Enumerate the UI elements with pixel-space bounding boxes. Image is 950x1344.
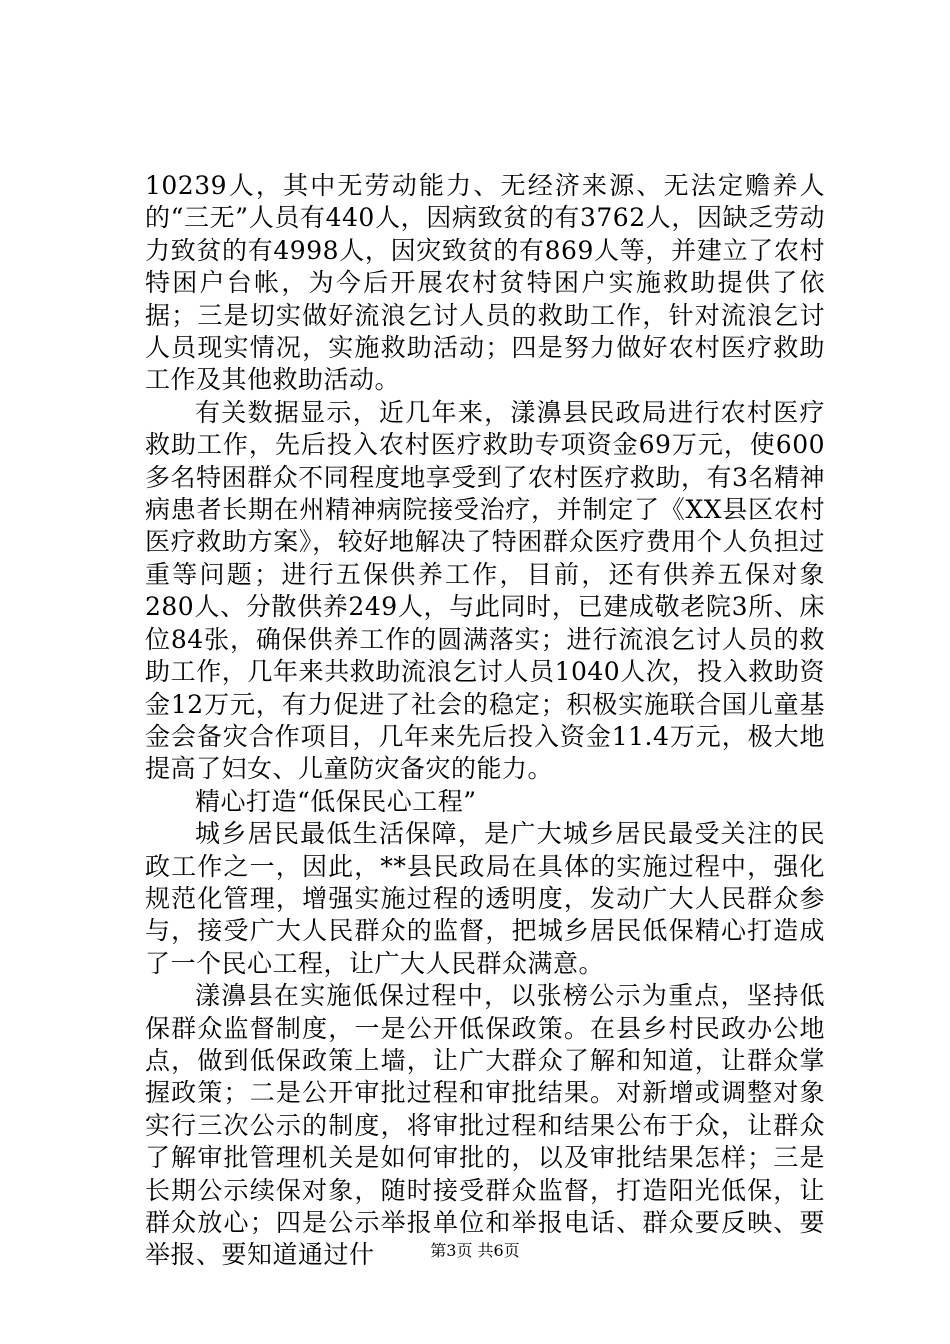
paragraph-publicity: 漾濞县在实施低保过程中，以张榜公示为重点，坚持低保群众监督制度，一是公开低保政策。在县乡村民政办公地点，做到低保政策上墙，让广大群众了解和知道，让群众掌握政策；二是公开审批过程和审批结果。对新增或调整对象实行三次公示的制度，将审批过程和结果公布于众，让群众了解审批管理机关是如何审批的，以及审批结果怎样；三是长期公示续保对象，随时接受群众监督，打造阳光低保，让群众放心；四是公示举报单位和举报电话、群众要反映、要举报、要知道通过什 <box>145 981 825 1270</box>
document-body <box>145 170 825 1272</box>
paragraph-medical-aid: 有关数据显示，近几年来，漾濞县民政局进行农村医疗救助工作，先后投入农村医疗救助专项资金69万元，使600多名特困群众不同程度地享受到了农村医疗救助，有3名精神病患者长期在州精神病院接受治疗，并制定了《XX县区农村医疗救助方案》，较好地解决了特困群众医疗费用个人负担过重等问题；进行五保供养工作，目前，还有供养五保对象280人、分散供养249人，与此同时，已建成敬老院3所、床位84张，确保供养工作的圆满落实；进行流浪乞讨人员的救助工作，几年来共救助流浪乞讨人员1040人次，投入救助资金12万元，有力促进了社会的稳定；积极实施联合国儿童基金会备灾合作项目，几年来先后投入资金11.4万元，极大地提高了妇女、儿童防灾备灾的能力。 <box>145 397 825 784</box>
page-footer: 第3页 共6页 <box>430 1241 520 1260</box>
paragraph-continuation: 10239人，其中无劳动能力、无经济来源、无法定赡养人的“三无”人员有440人，因病致贫的有3762人，因缺乏劳动力致贫的有4998人，因灾致贫的有869人等，并建立了农村特困户台帐，为今后开展农村贫特困户实施救助提供了依据；三是切实做好流浪乞讨人员的救助工作，针对流浪乞讨人员现实情况，实施救助活动；四是努力做好农村医疗救助工作及其他救助活动。 <box>145 171 825 395</box>
paragraph-minimum-living: 城乡居民最低生活保障，是广大城乡居民最受关注的民政工作之一，因此，**县民政局在具体的实施过程中，强化规范化管理，增强实施过程的透明度，发动广大人民群众参与，接受广大人民群众的监督，把城乡居民低保精心打造成了一个民心工程，让广大人民群众满意。 <box>145 819 825 978</box>
section-heading: 精心打造“低保民心工程” <box>195 786 477 816</box>
